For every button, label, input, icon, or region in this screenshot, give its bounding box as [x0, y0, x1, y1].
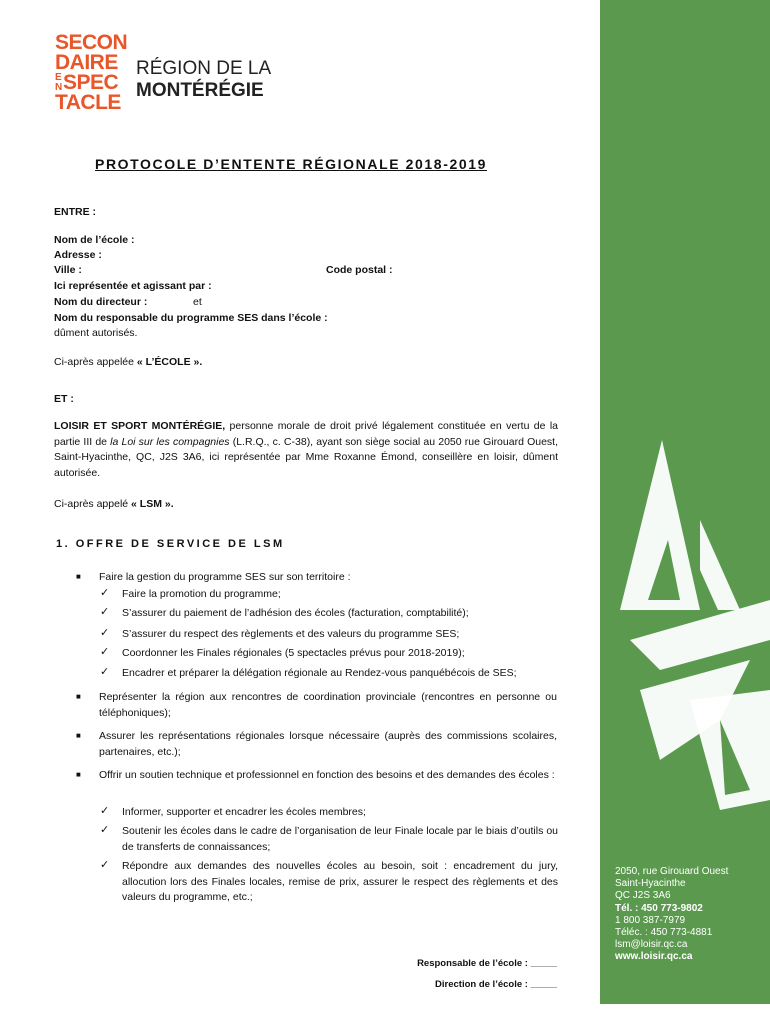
ses-logo-small: E N: [55, 72, 62, 93]
lsm-logo-graphic: [600, 0, 770, 1004]
sub-item: Faire la promotion du programme;: [122, 588, 281, 600]
field-responsable: Nom du responsable du programme SES dans l’école :: [54, 312, 328, 324]
bullet-item: Représenter la région aux rencontres de coordination provinciale (rencontres en personne ou téléphoniques);: [99, 691, 557, 719]
square-bullet-icon: ■: [76, 731, 81, 740]
section-heading: 1. OFFRE DE SERVICE DE LSM: [56, 538, 285, 550]
sub-item: Soutenir les écoles dans le cadre de l’organisation de leur Finale locale par le biais d’outils ou de transferts de connaissances;: [122, 825, 558, 853]
checkmark-icon: ✓: [100, 606, 110, 618]
contact-email: lsm@loisir.qc.ca: [615, 939, 688, 951]
field-represente: Ici représentée et agissant par :: [54, 280, 212, 292]
field-nom-ecole: Nom de l’école :: [54, 234, 135, 246]
checkmark-icon: ✓: [100, 666, 110, 678]
ecole-reference: Ci-après appelée « L’ÉCOLE ».: [54, 356, 203, 368]
lsm-paragraph: LOISIR ET SPORT MONTÉRÉGIE, personne morale de droit privé légalement constituée en vertu de la partie III de la Loi sur les compagnies (L.R.Q., c. C-38), ayant son siège social au 2050 rue Girouard Ouest, Saint-Hyacinthe, QC, J2S 3A6, ici représentée par Mme Roxanne Émond, conseillère en loisir, dûment autorisée.: [54, 420, 558, 479]
side-band: [600, 0, 770, 1004]
square-bullet-icon: ■: [76, 770, 81, 779]
document-title: PROTOCOLE D’ENTENTE RÉGIONALE 2018-2019: [95, 156, 488, 172]
field-ville: Ville :: [54, 264, 82, 276]
checkmark-icon: ✓: [100, 627, 110, 639]
sub-item: S’assurer du paiement de l’adhésion des écoles (facturation, comptabilité);: [122, 607, 469, 619]
ses-logo-line: SECON: [55, 31, 128, 54]
contact-block: [615, 866, 765, 964]
field-code-postal: Code postal :: [326, 264, 393, 276]
checkmark-icon: ✓: [100, 587, 110, 599]
bullet-item: Faire la gestion du programme SES sur son territoire :: [99, 571, 351, 583]
sub-item: Répondre aux demandes des nouvelles écoles au besoin, soit : encadrement du jury, allocution lors des Finales locales, remise de prix, assurer le respect des règlements et des valeurs du programme, etc.;: [122, 860, 558, 903]
field-adresse: Adresse :: [54, 249, 102, 261]
contact-postal: QC J2S 3A6: [615, 890, 671, 902]
field-et: et: [193, 296, 202, 308]
checkmark-icon: ✓: [100, 859, 110, 871]
bullet-item: Assurer les représentations régionales lorsque nécessaire (auprès des commissions scolaires, partenaires, etc.);: [99, 730, 557, 758]
sub-item: Encadrer et préparer la délégation régionale au Rendez-vous panquébécois de SES;: [122, 667, 517, 679]
ses-logo: [55, 31, 128, 114]
signature-direction: Direction de l’école : _____: [435, 979, 557, 990]
contact-fax: Téléc. : 450 773-4881: [615, 927, 713, 939]
ses-logo-line: DAIRE: [55, 51, 118, 74]
checkmark-icon: ✓: [100, 824, 110, 836]
region-line-1: RÉGION DE LA: [136, 58, 272, 79]
sub-item: S’assurer du respect des règlements et des valeurs du programme SES;: [122, 628, 460, 640]
sub-item: Informer, supporter et encadrer les écoles membres;: [122, 806, 366, 818]
ses-logo-line: SPEC: [63, 71, 119, 94]
contact-web: www.loisir.qc.ca: [615, 951, 693, 963]
checkmark-icon: ✓: [100, 646, 110, 658]
lsm-reference: Ci-après appelé « LSM ».: [54, 498, 174, 510]
field-directeur: Nom du directeur :: [54, 296, 148, 308]
et-label: ET :: [54, 393, 74, 405]
contact-tollfree: 1 800 387-7979: [615, 914, 686, 926]
checkmark-icon: ✓: [100, 805, 110, 817]
region-line-2: MONTÉRÉGIE: [136, 80, 264, 101]
field-autorises: dûment autorisés.: [54, 327, 138, 339]
region-logo: [136, 58, 271, 102]
sub-item: Coordonner les Finales régionales (5 spectacles prévus pour 2018-2019);: [122, 647, 465, 659]
bullet-item: Offrir un soutien technique et professionnel en fonction des besoins et des demandes des écoles :: [99, 769, 555, 781]
signature-responsable: Responsable de l’école : _____: [417, 958, 557, 969]
contact-address: 2050, rue Girouard Ouest: [615, 866, 729, 877]
ses-logo-line: TACLE: [55, 91, 121, 114]
entre-label: ENTRE :: [54, 206, 96, 218]
contact-city: Saint-Hyacinthe: [615, 878, 686, 890]
contact-tel: Tél. : 450 773-9802: [615, 902, 703, 914]
square-bullet-icon: ■: [76, 692, 81, 701]
square-bullet-icon: ■: [76, 572, 81, 581]
